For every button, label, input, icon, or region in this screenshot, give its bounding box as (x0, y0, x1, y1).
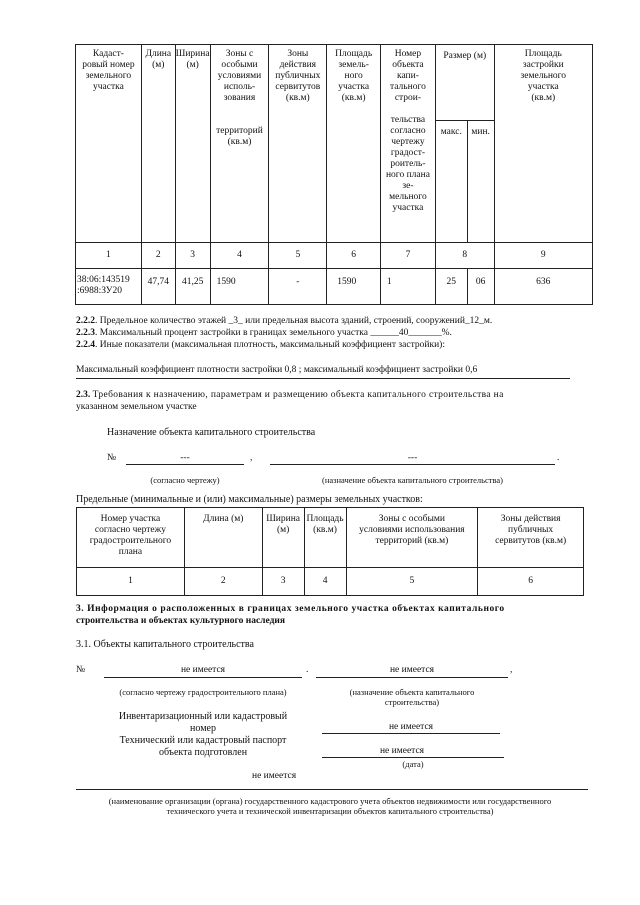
col-num: 4 (210, 243, 269, 269)
period: . (557, 453, 560, 463)
s31-title: 3.1. Объекты капитального строительства (76, 639, 254, 650)
col-num: 5 (269, 243, 327, 269)
header-area: Площадь (кв.м) (304, 508, 346, 568)
inventory-value: не имеется (388, 722, 434, 732)
col-num: 6 (478, 568, 584, 596)
object-purpose-value: --- (407, 453, 418, 463)
object-number-value: не имеется (180, 665, 226, 675)
cell-object: 1 (381, 269, 436, 305)
col-num: 9 (494, 243, 592, 269)
p223-number: 2.2.3 (76, 328, 95, 338)
header-area: Площадь земель- ного участка (кв.м) (327, 45, 381, 243)
comma: , (250, 453, 253, 463)
p224-line (76, 339, 445, 351)
header-length: Длина (м) (141, 45, 175, 243)
table-row (76, 269, 593, 305)
s23-number: 2.3. (76, 390, 91, 400)
header-zones: Зоны с особыми условиями исполь- зования территорий (кв.м) (210, 45, 269, 243)
purpose-title: Назначение объекта капитального строительства (107, 427, 316, 438)
header-length: Длина (м) (184, 508, 262, 568)
col-num: 2 (184, 568, 262, 596)
inventory-label: Инвентаризационный или кадастровый номер (118, 711, 288, 734)
p224-text: . Иные показатели (максимальная плотность, максимальный коэффициент застройки): (95, 340, 445, 350)
cell-size-min: 06 (467, 269, 494, 305)
col-num: 3 (262, 568, 304, 596)
land-plot-limits-table (76, 507, 584, 596)
col-num: 2 (141, 243, 175, 269)
underline (322, 757, 504, 758)
caption-gp-drawing: (согласно чертежу градостроительного плана) (119, 687, 287, 697)
header-width: Ширина (м) (262, 508, 304, 568)
header-zones: Зоны с особыми условиями использования территорий (кв.м) (346, 508, 478, 568)
header-size: Размер (м) (435, 45, 494, 121)
caption-date: (дата) (402, 759, 424, 769)
p222-line (76, 315, 492, 327)
underline (104, 677, 302, 678)
col-num: 8 (435, 243, 494, 269)
footer-caption: (наименование организации (органа) государственного кадастрового учета объектов недвижимости или государственного технического учета и технической инвентаризации объектов капитального строительства) (108, 796, 552, 816)
comma: , (510, 665, 513, 675)
object-purpose-value: не имеется (389, 665, 435, 675)
capital-construction-params-table (75, 44, 593, 305)
caption-drawing: (согласно чертежу) (150, 475, 220, 485)
cell-width: 41,25 (175, 269, 210, 305)
cell-cadastral: 38:06:143519 :6988:ЗУ20 (76, 269, 142, 305)
underline (316, 677, 508, 678)
passport-label: Технический или кадастровый паспорт объекта подготовлен (119, 735, 287, 758)
s23-line2: указанном земельном участке (76, 402, 197, 412)
cell-servitude: - (269, 269, 327, 305)
p222-number: 2.2.2 (76, 316, 95, 326)
col-num: 3 (175, 243, 210, 269)
object-number-value: --- (180, 453, 190, 463)
col-num: 1 (76, 243, 142, 269)
cell-length: 47,74 (141, 269, 175, 305)
underline (126, 464, 244, 465)
header-width: Ширина (м) (175, 45, 210, 243)
s3-line2: строительства и объектах культурного наследия (76, 616, 286, 626)
divider (76, 789, 588, 790)
underline (322, 733, 500, 734)
cell-zones: 1590 (210, 269, 269, 305)
number-sign: № (107, 453, 117, 463)
underline (270, 464, 555, 465)
coefficient-line: Максимальный коэффициент плотности застройки 0,8 ; максимальный коэффициент застройки 0,6 (76, 365, 478, 375)
header-servitude: Зоны действия публичных сервитутов (кв.м) (269, 45, 327, 243)
cell-area: 1590 (327, 269, 381, 305)
header-size-max: макс. (435, 121, 467, 243)
col-num: 7 (381, 243, 436, 269)
col-num: 4 (304, 568, 346, 596)
header-cadastral: Кадаст- ровый номер земельного участка (76, 45, 142, 243)
caption-purpose: (назначение объекта капитального строительства) (349, 687, 475, 707)
p222-text: . Предельное количество этажей _3_ или предельная высота зданий, строений, сооружений_12_м. (95, 316, 493, 326)
s23-line1 (76, 389, 570, 401)
s23-text: Требования к назначению, параметрам и размещению объекта капитального строительства на (92, 390, 504, 400)
header-servitude: Зоны действия публичных сервитутов (кв.м) (478, 508, 584, 568)
limits-title: Предельные (минимальные и (или) максимальные) размеры земельных участков: (76, 494, 423, 505)
col-num: 1 (77, 568, 185, 596)
column-number-row (76, 243, 593, 269)
col-num: 5 (346, 568, 478, 596)
divider (76, 378, 570, 379)
col-num: 6 (327, 243, 381, 269)
s3-line1: 3. Информация о расположенных в границах земельного участка объектах капитального (76, 604, 505, 614)
period: . (306, 665, 309, 675)
column-number-row (77, 568, 584, 596)
organization-value: не имеется (252, 771, 297, 781)
header-size-min: мин. (467, 121, 494, 243)
p223-text: . Максимальный процент застройки в границах земельного участка ______40_______%. (95, 328, 452, 338)
p223-line (76, 327, 452, 339)
caption-purpose: (назначение объекта капитального строительства) (321, 475, 504, 485)
cell-size-max: 25 (435, 269, 467, 305)
passport-value: не имеется (379, 746, 425, 756)
header-plot-number: Номер участка согласно чертежу градостроительного плана (77, 508, 185, 568)
header-built-area: Площадь застройки земельного участка (кв.м) (494, 45, 592, 243)
header-object-number: Номер объекта капи- тального строи- тельства согласно чертежу градост- роитель- ного плана зе- мельного участка (381, 45, 436, 243)
number-sign: № (76, 665, 86, 675)
p224-number: 2.2.4 (76, 340, 95, 350)
cell-built-area: 636 (494, 269, 592, 305)
